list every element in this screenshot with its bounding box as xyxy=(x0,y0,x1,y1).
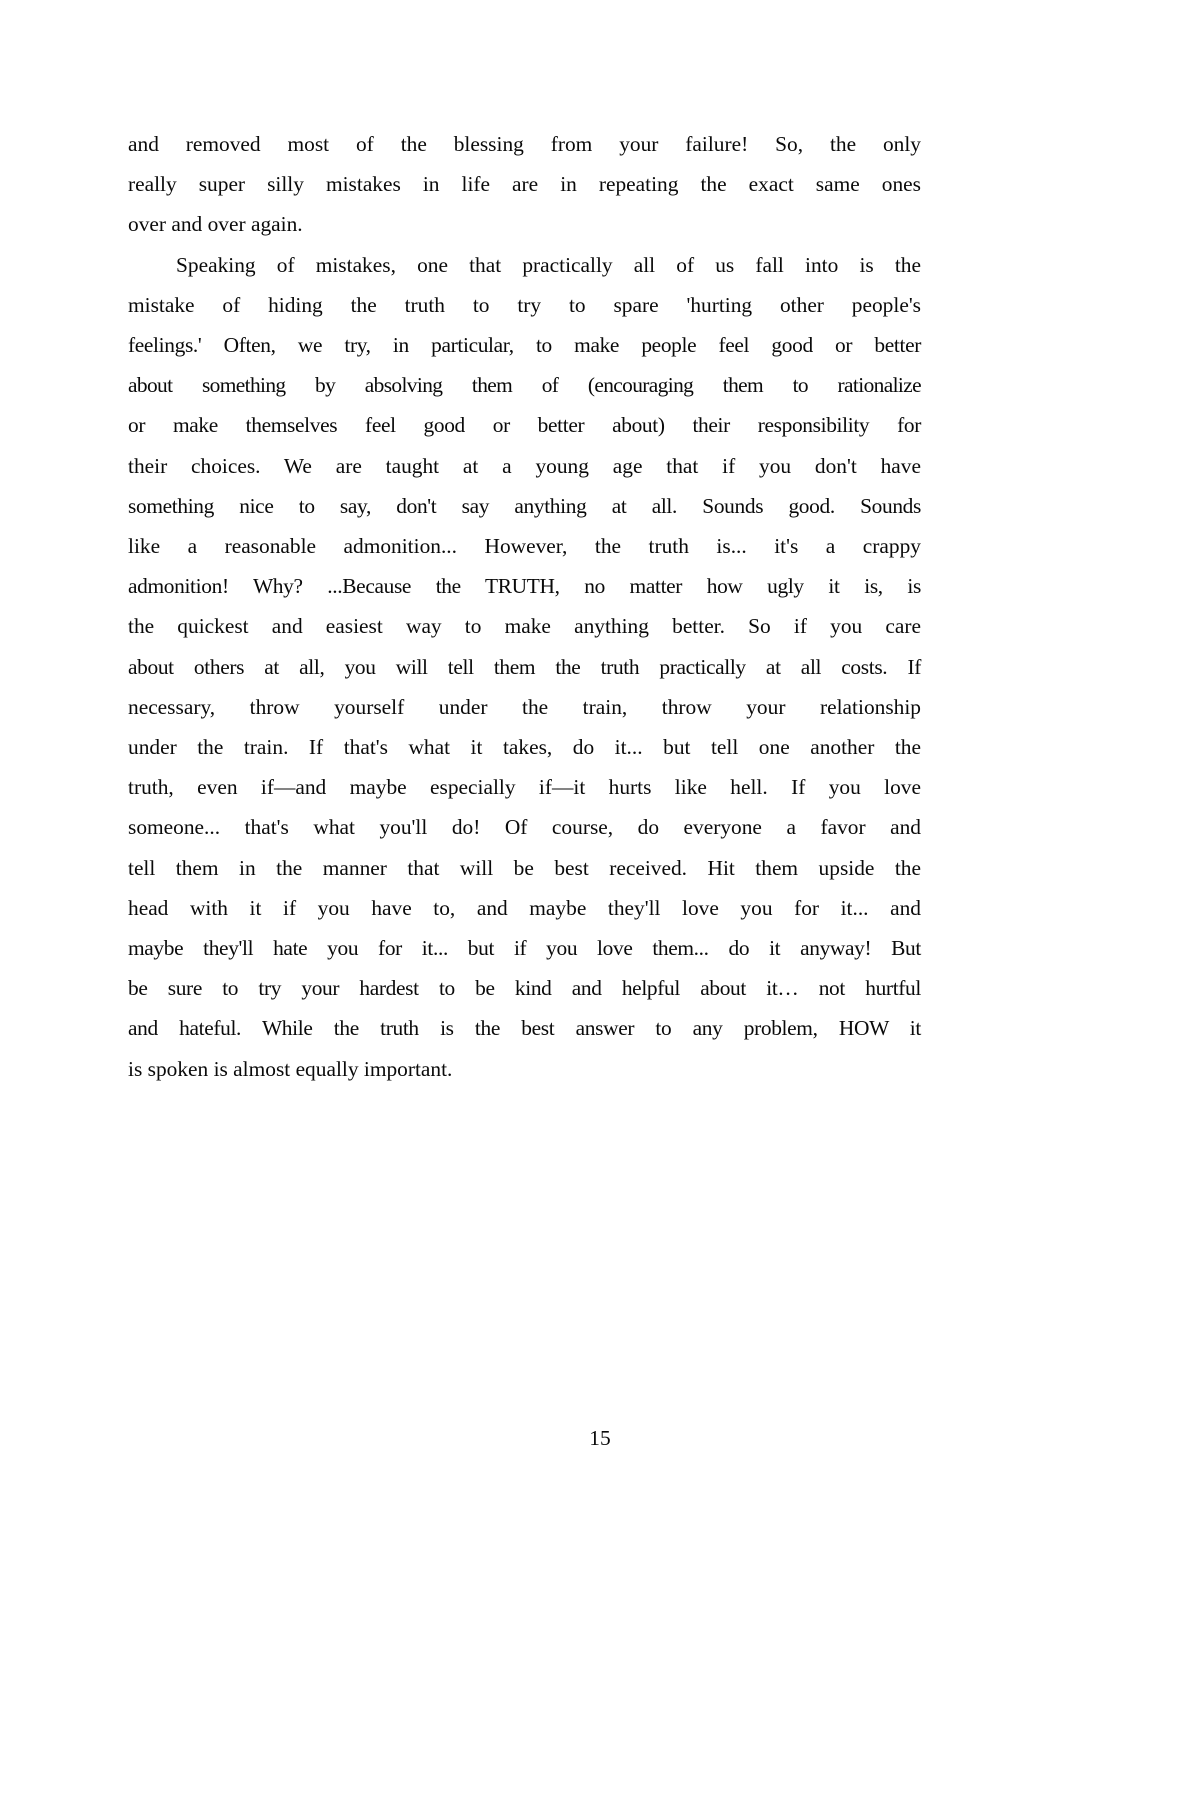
text-line: under the train. If that's what it takes, do it... but tell one another the xyxy=(128,735,921,760)
text-line: and removed most of the blessing from your failure! So, the only xyxy=(128,132,921,156)
body-text-column xyxy=(128,124,921,1089)
text-line: the quickest and easiest way to make anything better. So if you care xyxy=(128,614,921,639)
paragraph-continuation xyxy=(128,124,921,245)
text-line-content: Speaking of mistakes, one that practically all of us fall into is the xyxy=(176,252,921,277)
text-line: over and over again. xyxy=(128,212,303,237)
text-line: truth, even if—and maybe especially if—it hurts like hell. If you love xyxy=(128,775,921,800)
text-line: about others at all, you will tell them the truth practically at all costs. If xyxy=(128,654,921,679)
text-line: mistake of hiding the truth to try to spare 'hurting other people's xyxy=(128,292,921,317)
text-line: or make themselves feel good or better about) their responsibility for xyxy=(128,413,921,438)
text-line: admonition! Why? ...Because the TRUTH, no matter how ugly it is, is xyxy=(128,574,921,599)
text-line: tell them in the manner that will be best received. Hit them upside the xyxy=(128,855,921,880)
text-line: something nice to say, don't say anything at all. Sounds good. Sounds xyxy=(128,493,921,518)
text-line: necessary, throw yourself under the train, throw your relationship xyxy=(128,694,921,719)
text-line: head with it if you have to, and maybe they'll love you for it... and xyxy=(128,895,921,920)
text-line: their choices. We are taught at a young age that if you don't have xyxy=(128,453,921,478)
page-number: 15 xyxy=(589,1426,611,1450)
text-line: really super silly mistakes in life are in repeating the exact same ones xyxy=(128,172,921,197)
text-line: someone... that's what you'll do! Of course, do everyone a favor and xyxy=(128,815,921,840)
text-line: is spoken is almost equally important. xyxy=(128,1056,453,1081)
paragraph-mistakes xyxy=(128,245,921,1089)
text-line-indented xyxy=(128,245,921,285)
text-line: be sure to try your hardest to be kind and helpful about it… not hurtful xyxy=(128,976,921,1001)
text-line: and hateful. While the truth is the best answer to any problem, HOW it xyxy=(128,1016,921,1041)
text-line: like a reasonable admonition... However, the truth is... it's a crappy xyxy=(128,534,921,559)
text-line: feelings.' Often, we try, in particular, to make people feel good or better xyxy=(128,333,921,358)
text-line: maybe they'll hate you for it... but if you love them... do it anyway! But xyxy=(128,936,921,961)
text-line: about something by absolving them of (encouraging them to rationalize xyxy=(128,373,921,398)
